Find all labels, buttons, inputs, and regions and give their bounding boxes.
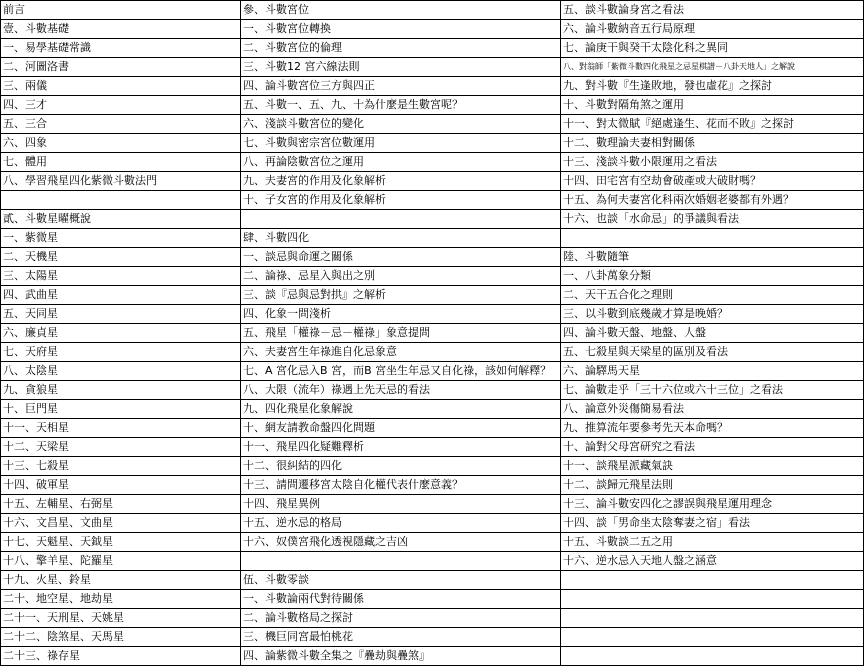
- table-row: [1, 96, 864, 115]
- toc-cell: 九、對斗數『生逢敗地，發也虛花』之探討: [561, 77, 864, 96]
- toc-cell: 三、斗數12 宮六線法則: [241, 58, 561, 77]
- toc-cell: 十一、天相星: [1, 419, 241, 438]
- toc-cell: 五、斗數一、五、九、十為什麼是生數宮呢？: [241, 96, 561, 115]
- toc-cell: 二、河圖洛書: [1, 58, 241, 77]
- table-row: [1, 647, 864, 666]
- toc-cell: 二、論祿、忌星入與出之別: [241, 267, 561, 286]
- toc-cell: 九、貪狼星: [1, 381, 241, 400]
- toc-cell: 六、夫妻宮生年祿進自化忌象意: [241, 343, 561, 362]
- table-row: [1, 229, 864, 248]
- toc-cell: 八、太陰星: [1, 362, 241, 381]
- toc-cell: 十四、飛星異例: [241, 495, 561, 514]
- toc-cell: 十四、破軍星: [1, 476, 241, 495]
- toc-cell: 十三、論斗數安四化之謬誤與飛星運用理念: [561, 495, 864, 514]
- toc-cell: 四、化象一問淺析: [241, 305, 561, 324]
- toc-cell: 二、天干五合化之理則: [561, 286, 864, 305]
- table-row: [1, 267, 864, 286]
- toc-cell: 十八、擎羊星、陀羅星: [1, 552, 241, 571]
- toc-cell: 二、論斗數格局之探討: [241, 609, 561, 628]
- toc-cell: 陸、斗數隨筆: [561, 248, 864, 267]
- toc-cell: 十九、火星、鈴星: [1, 571, 241, 590]
- toc-cell: 二十、地空星、地劫星: [1, 590, 241, 609]
- toc-cell: 七、論數走乎「三十六位或六十三位」之看法: [561, 381, 864, 400]
- toc-cell: [241, 552, 561, 571]
- table-row: [1, 628, 864, 647]
- toc-cell: 五、三合: [1, 115, 241, 134]
- toc-cell: 十、巨門星: [1, 400, 241, 419]
- toc-cell: 十二、很糾結的四化: [241, 457, 561, 476]
- toc-cell: 三、談『忌與忌對拱』之解析: [241, 286, 561, 305]
- toc-cell: [561, 571, 864, 590]
- toc-cell: 十二、天梁星: [1, 438, 241, 457]
- toc-cell: 五、七殺星與天梁星的區別及看法: [561, 343, 864, 362]
- toc-cell: 一、斗數宮位轉換: [241, 20, 561, 39]
- toc-cell: 伍、斗數零談: [241, 571, 561, 590]
- toc-cell: 十七、天魁星、天鉞星: [1, 533, 241, 552]
- table-row: [1, 305, 864, 324]
- toc-cell: 七、論庚干與癸干太陰化科之異同: [561, 39, 864, 58]
- table-row: [1, 609, 864, 628]
- toc-cell: 八、大限（流年）祿遇上先天忌的看法: [241, 381, 561, 400]
- toc-body: [1, 1, 864, 666]
- toc-cell: 十、斗數對隔角煞之運用: [561, 96, 864, 115]
- table-row: [1, 400, 864, 419]
- toc-cell: 一、紫微星: [1, 229, 241, 248]
- toc-cell: 四、論紫微斗數全集之『疊劫與疊煞』: [241, 647, 561, 666]
- table-row: [1, 495, 864, 514]
- toc-cell: [561, 229, 864, 248]
- table-row: [1, 419, 864, 438]
- toc-cell: 二十三、祿存星: [1, 647, 241, 666]
- toc-cell: 二、斗數宮位的倫理: [241, 39, 561, 58]
- toc-cell: 六、論斗數納音五行局原理: [561, 20, 864, 39]
- toc-cell: 十五、左輔星、右弼星: [1, 495, 241, 514]
- table-row: [1, 134, 864, 153]
- toc-cell: 貳、斗數星曜概說: [1, 210, 241, 229]
- toc-cell: 十五、逆水忌的格局: [241, 514, 561, 533]
- toc-cell: 八、再論陰數宮位之運用: [241, 153, 561, 172]
- toc-cell: 七、體用: [1, 153, 241, 172]
- toc-cell: 五、飛星「權祿－忌－權祿」象意提問: [241, 324, 561, 343]
- toc-cell: [561, 628, 864, 647]
- toc-cell: 五、談斗數論身宮之看法: [561, 1, 864, 20]
- toc-cell: 七、A 宮化忌入B 宮，而B 宮坐生年忌又自化祿，該如何解釋？: [241, 362, 561, 381]
- toc-cell: [561, 647, 864, 666]
- toc-cell: 十六、奴僕宮飛化透視隱藏之吉凶: [241, 533, 561, 552]
- table-row: [1, 172, 864, 191]
- toc-cell: 六、四象: [1, 134, 241, 153]
- toc-cell: 二、天機星: [1, 248, 241, 267]
- toc-cell: 二十一、天刑星、天姚星: [1, 609, 241, 628]
- table-row: [1, 324, 864, 343]
- toc-cell: 五、天同星: [1, 305, 241, 324]
- toc-cell: 十、子女宮的作用及化象解析: [241, 191, 561, 210]
- toc-cell: [561, 609, 864, 628]
- table-row: [1, 20, 864, 39]
- toc-cell: 四、論斗數宮位三方與四正: [241, 77, 561, 96]
- table-row: [1, 191, 864, 210]
- toc-cell: 八、對翁師「紫微斗數四化飛星之忌星棋譜－八卦天地人」之解說: [561, 58, 864, 77]
- toc-cell: 三、機巨同宮最怕桃花: [241, 628, 561, 647]
- table-row: [1, 438, 864, 457]
- toc-cell: 十一、談飛星派藏氣訣: [561, 457, 864, 476]
- toc-cell: 十二、談歸元飛星法則: [561, 476, 864, 495]
- toc-cell: 十一、對太微賦『絕處逢生、花而不敗』之探討: [561, 115, 864, 134]
- toc-cell: 一、八卦萬象分類: [561, 267, 864, 286]
- toc-cell: 十六、文昌星、文曲星: [1, 514, 241, 533]
- toc-cell: 九、推算流年要參考先天本命嗎？: [561, 419, 864, 438]
- table-row: [1, 248, 864, 267]
- toc-cell: 九、四化飛星化象解說: [241, 400, 561, 419]
- toc-cell: 十二、數理論夫妻相對關係: [561, 134, 864, 153]
- toc-cell: 十六、也談「水命忌」的爭議與看法: [561, 210, 864, 229]
- toc-cell: 一、斗數論兩代對待關係: [241, 590, 561, 609]
- toc-cell: 十、網友請教命盤四化問題: [241, 419, 561, 438]
- table-row: [1, 457, 864, 476]
- table-row: [1, 58, 864, 77]
- toc-cell: 三、兩儀: [1, 77, 241, 96]
- toc-cell: 六、論驛馬天星: [561, 362, 864, 381]
- table-row: [1, 590, 864, 609]
- toc-cell: 十三、七殺星: [1, 457, 241, 476]
- table-row: [1, 476, 864, 495]
- toc-cell: 六、廉貞星: [1, 324, 241, 343]
- toc-cell: 四、武曲星: [1, 286, 241, 305]
- toc-cell: 十五、為何夫妻宮化科兩次婚姻老婆都有外遇？: [561, 191, 864, 210]
- toc-cell: 一、易學基礎常識: [1, 39, 241, 58]
- toc-cell: 十四、談「男命坐太陰奪妻之宿」看法: [561, 514, 864, 533]
- toc-cell: 肆、斗數四化: [241, 229, 561, 248]
- toc-cell: 八、學習飛星四化紫微斗數法門: [1, 172, 241, 191]
- table-row: [1, 210, 864, 229]
- table-row: [1, 115, 864, 134]
- toc-cell: 一、談忌與命運之關係: [241, 248, 561, 267]
- table-row: [1, 362, 864, 381]
- table-row: [1, 343, 864, 362]
- toc-cell: 十三、淺談斗數小限運用之看法: [561, 153, 864, 172]
- table-row: [1, 77, 864, 96]
- toc-cell: 九、夫妻宮的作用及化象解析: [241, 172, 561, 191]
- toc-cell: [1, 191, 241, 210]
- toc-cell: 三、太陽星: [1, 267, 241, 286]
- toc-cell: 壹、斗數基礎: [1, 20, 241, 39]
- table-row: [1, 1, 864, 20]
- table-row: [1, 514, 864, 533]
- table-row: [1, 381, 864, 400]
- toc-cell: [241, 210, 561, 229]
- table-row: [1, 39, 864, 58]
- toc-cell: 十、論對父母宮研究之看法: [561, 438, 864, 457]
- toc-cell: 三、以斗數到底幾歲才算是晚婚？: [561, 305, 864, 324]
- toc-cell: 十一、飛星四化疑難釋析: [241, 438, 561, 457]
- toc-cell: 前言: [1, 1, 241, 20]
- toc-cell: 八、論意外災傷簡易看法: [561, 400, 864, 419]
- table-row: [1, 571, 864, 590]
- toc-cell: 十三、請問遷移宮太陰自化權代表什麼意義？: [241, 476, 561, 495]
- toc-cell: 十四、田宅宮有空劫會破產或大破財嗎？: [561, 172, 864, 191]
- toc-cell: 十六、逆水忌入天地人盤之涵意: [561, 552, 864, 571]
- table-row: [1, 153, 864, 172]
- table-row: [1, 533, 864, 552]
- toc-cell: 二十二、陰煞星、天馬星: [1, 628, 241, 647]
- toc-cell: 七、天府星: [1, 343, 241, 362]
- table-row: [1, 286, 864, 305]
- toc-cell: 十五、斗數談二五之用: [561, 533, 864, 552]
- toc-cell: 四、論斗數天盤、地盤、人盤: [561, 324, 864, 343]
- toc-cell: 四、三才: [1, 96, 241, 115]
- toc-cell: 參、斗數宮位: [241, 1, 561, 20]
- toc-cell: [561, 590, 864, 609]
- toc-cell: 六、淺談斗數宮位的變化: [241, 115, 561, 134]
- toc-cell: 七、斗數與密宗宮位數運用: [241, 134, 561, 153]
- table-row: [1, 552, 864, 571]
